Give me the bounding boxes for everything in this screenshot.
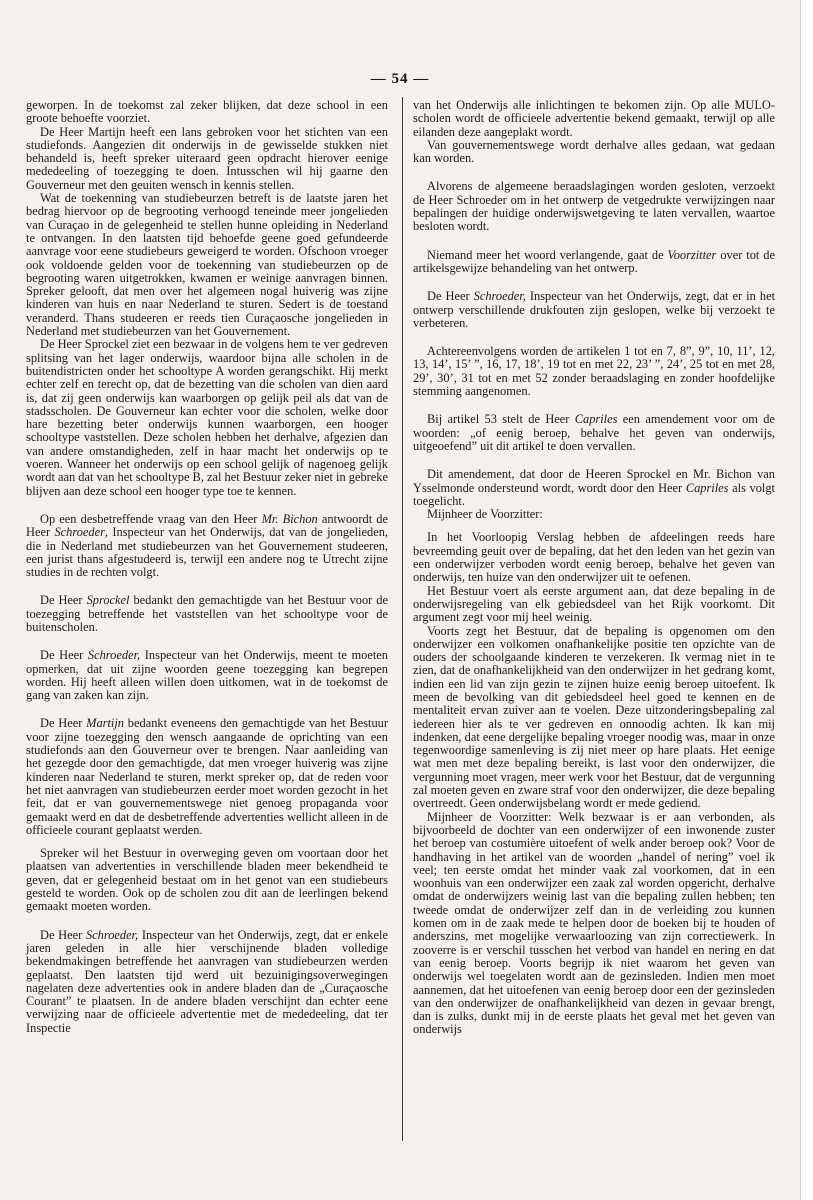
paragraph: Niemand meer het woord verlangende, gaat de Voorzitter over tot de artikelsgewijze behandeling van het ontwerp. — [413, 247, 775, 275]
paragraph: De Heer Sprockel ziet een bezwaar in de volgens hem te ver gedreven splitsing van het lager onderwijs, waardoor bijna alle scholen in de buitendistricten onder het schooltype A worden gerangschikt. Hij merkt echter zelf en terecht op, dat de bezetting van die scholen van dien aard is, dat zij geen onderwijs kan waarborgen op gelijk peil als dat van de stadsscholen. De Gouverneur kan echter voor die scholen, welke door hare bezetting beter onderwijs kunnen waarborgen, een hooger schooltype vaststellen. Deze scholen hebben het derhalve, afgezien dan van andere omstandigheden, zelf in haar macht het onderwijs op te voeren. Wanneer het onderwijs op een school gelijk of nagenoeg gelijk wordt aan dat van het schooltype B, zal het Bestuur zeker niet in gebreke blijven aan deze school een hooger type toe te kennen. — [26, 337, 388, 498]
paragraph: De Heer Martijn heeft een lans gebroken voor het stichten van een studiefonds. Aangezien dit onderwijs in de gewisselde stukken niet behandeld is, heeft spreker uiteraard geen opdracht hierover eenige mededeeling of toezegging te doen. Intusschen wil hij gaarne den Gouverneur met den geuiten wensch in kennis stellen. — [26, 124, 388, 192]
paragraph: Spreker wil het Bestuur in overweging geven om voortaan door het plaatsen van advertenties in verschillende bladen meer bekendheid te geven, dat er gelegenheid bestaat om in het genot van een studiebeurs gesteld te worden. Ook op de scholen zou dit aan de leerlingen bekend gemaakt moeten worden. — [26, 846, 388, 914]
paragraph: Voorts zegt het Bestuur, dat de bepaling is opgenomen om den onderwijzer een volkomen onafhankelijke positie ten opzichte van de ouders der schoolgaande kinderen te verzekeren. Ik vermag niet in te zien, dat de onafhankelijkheid van den onderwijzer in het gedrang komt, indien een lid van zijn gezin te zijnen huize eenig beroep uitoefent. Ik meen de bevolking van dit gebiedsdeel heel goed te kennen en de mentaliteit ervan zuiver aan te voelen. Deze uitzonderingsbepaling zal iedereen hier als te ver gedreven en onnoodig achten. Ik kan mij indenken, dat eene dergelijke bepaling vroeger noodig was, maar in onze tegenwoordige samenleving is zij niet meer op hare plaats. Het eenige wat men met deze bepaling bereikt, is last voor den onderwijzer, die vergunning moet vragen, meer werk voor het Bestuur, dat de vergunning zal moeten geven en zware straf voor den onderwijzer, die deze bepaling overtreedt. Geen onderwijsbelang wordt er mede gediend. — [413, 623, 775, 811]
paragraph: In het Voorloopig Verslag hebben de afdeelingen reeds hare bevreemding geuit over de bepaling, dat het den leden van het gezin van een onderwijzer verboden wordt eenig beroep, behalve het geven van onderwijs, ten huize van den onderwijzer uit te oefenen. — [413, 530, 775, 585]
paragraph: Dit amendement, dat door de Heeren Sprockel en Mr. Bichon van Ysselmonde ondersteund wordt, wordt door den Heer Capriles als volgt toegelicht. — [413, 467, 775, 508]
paragraph: Het Bestuur voert als eerste argument aan, dat deze bepaling in de onderwijsregeling van elk gebiedsdeel van het Rijk voorkomt. Dit argument zegt voor mij heel weinig. — [413, 583, 775, 625]
paragraph: geworpen. In de toekomst zal zeker blijken, dat deze school in een groote behoefte voorziet. — [26, 98, 388, 126]
paragraph: Alvorens de algemeene beraadslagingen worden gesloten, verzoekt de Heer Schroeder om in het ontwerp de vetgedrukte verwijzingen naar bepalingen der huidige onderwijswetgeving te laten vervallen, waartoe besloten wordt. — [413, 179, 775, 234]
paragraph: De Heer Sprockel bedankt den gemachtigde van het Bestuur voor de toezegging betreffende het vaststellen van het schooltype voor de buitenscholen. — [26, 593, 388, 634]
page-number: — 54 — — [370, 71, 430, 87]
left-column — [26, 99, 388, 1035]
column-divider — [402, 97, 403, 1141]
paragraph: van het Onderwijs alle inlichtingen te bekomen zijn. Op alle MULO-scholen wordt de officieele advertentie bekend gemaakt, terwijl op alle eilanden deze aangeplakt wordt. — [413, 98, 775, 139]
paragraph: Mijnheer de Voorzitter: Welk bezwaar is er aan verbonden, als bijvoorbeeld de dochter van een onderwijzer of een inwonende zuster het beroep van costumière uitoefent of welk ander beroep ook? Voor de handhaving in het artikel van de woorden „handel of nering” voel ik veel; ten eerste omdat het minder vaak zal voorkomen, dat in een woonhuis van een onderwijzer een zaak zal worden opgericht, derhalve omdat de onderwijzers weinig last van die bepaling zullen hebben; ten tweede omdat de onderwijzer zelf dan in de verleiding zou kunnen komen om in de zaak mede te helpen door de boeken bij te houden of anderszins, met mogelijke verwaarloozing van zijn correctiewerk. In zooverre is er verschil tusschen het verbod van handel en nering en dat van eenig beroep. Voorts begrijp ik niet waarom het geven van onderwijs wel toegelaten wordt aan de gezinsleden. Indien men moet aannemen, dat het uitoefenen van eenig beroep door een der gezinsleden van den onderwijzer de onafhankelijkheid van dezen in gevaar brengt, dan is zulks, dunkt mij in de eerste plaats het geval met het geven van onderwijs — [413, 809, 775, 1037]
paragraph: Van gouvernementswege wordt derhalve alles gedaan, wat gedaan kan worden. — [413, 137, 775, 166]
paragraph: De Heer Schroeder, Inspecteur van het Onderwijs, zegt, dat er enkele jaren geleden in alle hier verschijnende bladen volledige bekendmakingen betreffende het aanvragen van studiebeurzen werden geplaatst. Den laatsten tijd werd uit bezuinigingsoverwegingen nagelaten deze advertenties ook in andere bladen dan de „Curaçaosche Courant” te plaatsen. In de andere bladen verschijnt dan echter eene verwijzing naar de officieele advertentie met de mededeeling, dat ter Inspectie — [26, 927, 388, 1035]
salutation: Mijnheer de Voorzitter: — [427, 507, 543, 522]
paragraph: Wat de toekenning van studiebeurzen betreft is de laatste jaren het bedrag hiervoor op de begrooting verhoogd teneinde meer jongelieden van Curaçao in de gelegenheid te stellen hunne opleiding in Nederland te ontvangen. In den laatsten tijd behoefde geene goed gefundeerde aanvrage voor eene studiebeurs geweigerd te worden. Ofschoon vroeger ook voldoende gelden voor de toekenning van studiebeurzen op de begrooting waren uitgetrokken, kwamen er weinige aanvragen binnen. Spreker gelooft, dat men over het algemeen nogal huiverig was zijne kinderen van huis en naar Nederland te sturen. Sedert is de toestand veranderd. Thans studeeren er reeds tien Curaçaosche jongelieden in Nederland met studiebeurzen van het Gouvernement. — [26, 191, 388, 339]
paragraph: De Heer Martijn bedankt eveneens den gemachtigde van het Bestuur voor zijne toezegging den wensch aangaande de oprichting van een studiefonds aan den Gouverneur over te brengen. Naar aanleiding van het gezegde door den gemachtigde, dat men vroeger huiverig was zijne kinderen naar Nederland te sturen, merkt spreker op, dat de reden voor het niet aanvragen van studiebeurzen eerder moet worden gezocht in het feit, dat er van gouvernementswege niet genoeg propaganda voor gemaakt werd en dat de desbetreffende advertenties wellicht alleen in de officieele courant geplaatst werden. — [26, 716, 388, 837]
paragraph: Bij artikel 53 stelt de Heer Capriles een amendement voor om de woorden: „of eenig beroep, behalve het geven van onderwijs, uitgeoefend” uit dit artikel te doen vervallen. — [413, 412, 775, 453]
right-column — [413, 99, 775, 1037]
paragraph: De Heer Schroeder, Inspecteur van het Onderwijs, meent te moeten opmerken, dat uit zijne woorden geene toezegging kan begrepen worden. Hij heeft alleen willen doen uitkomen, wat in de toekomst de gang van zaken kan zijn. — [26, 648, 389, 703]
paragraph: Op een desbetreffende vraag van den Heer Mr. Bichon antwoordt de Heer Schroeder, Inspecteur van het Onderwijs, dat van de jongelieden, die in Nederland met studiebeurzen van het Gouvernement studeeren, een jurist thans afgestudeerd is, terwijl een andere nog te Utrecht zijne studies in de rechten volgt. — [26, 511, 389, 580]
paragraph: De Heer Schroeder, Inspecteur van het Onderwijs, zegt, dat er in het ontwerp verschillende drukfouten zijn geslopen, welke bij verzoekt te verbeteren. — [413, 289, 776, 330]
paragraph: Achtereenvolgens worden de artikelen 1 tot en 7, 8”, 9”, 10, 11’, 12, 13, 14’, 15’ ”, 16, 17, 18’, 19 tot en met 22, 23’ ”, 24’, 25 tot en met 28, 29’, 30’, 31 tot en met 52 zonder beraadslaging en zonder hoofdelijke stemming aangenomen. — [413, 344, 775, 399]
page-edge — [800, 0, 813, 1200]
